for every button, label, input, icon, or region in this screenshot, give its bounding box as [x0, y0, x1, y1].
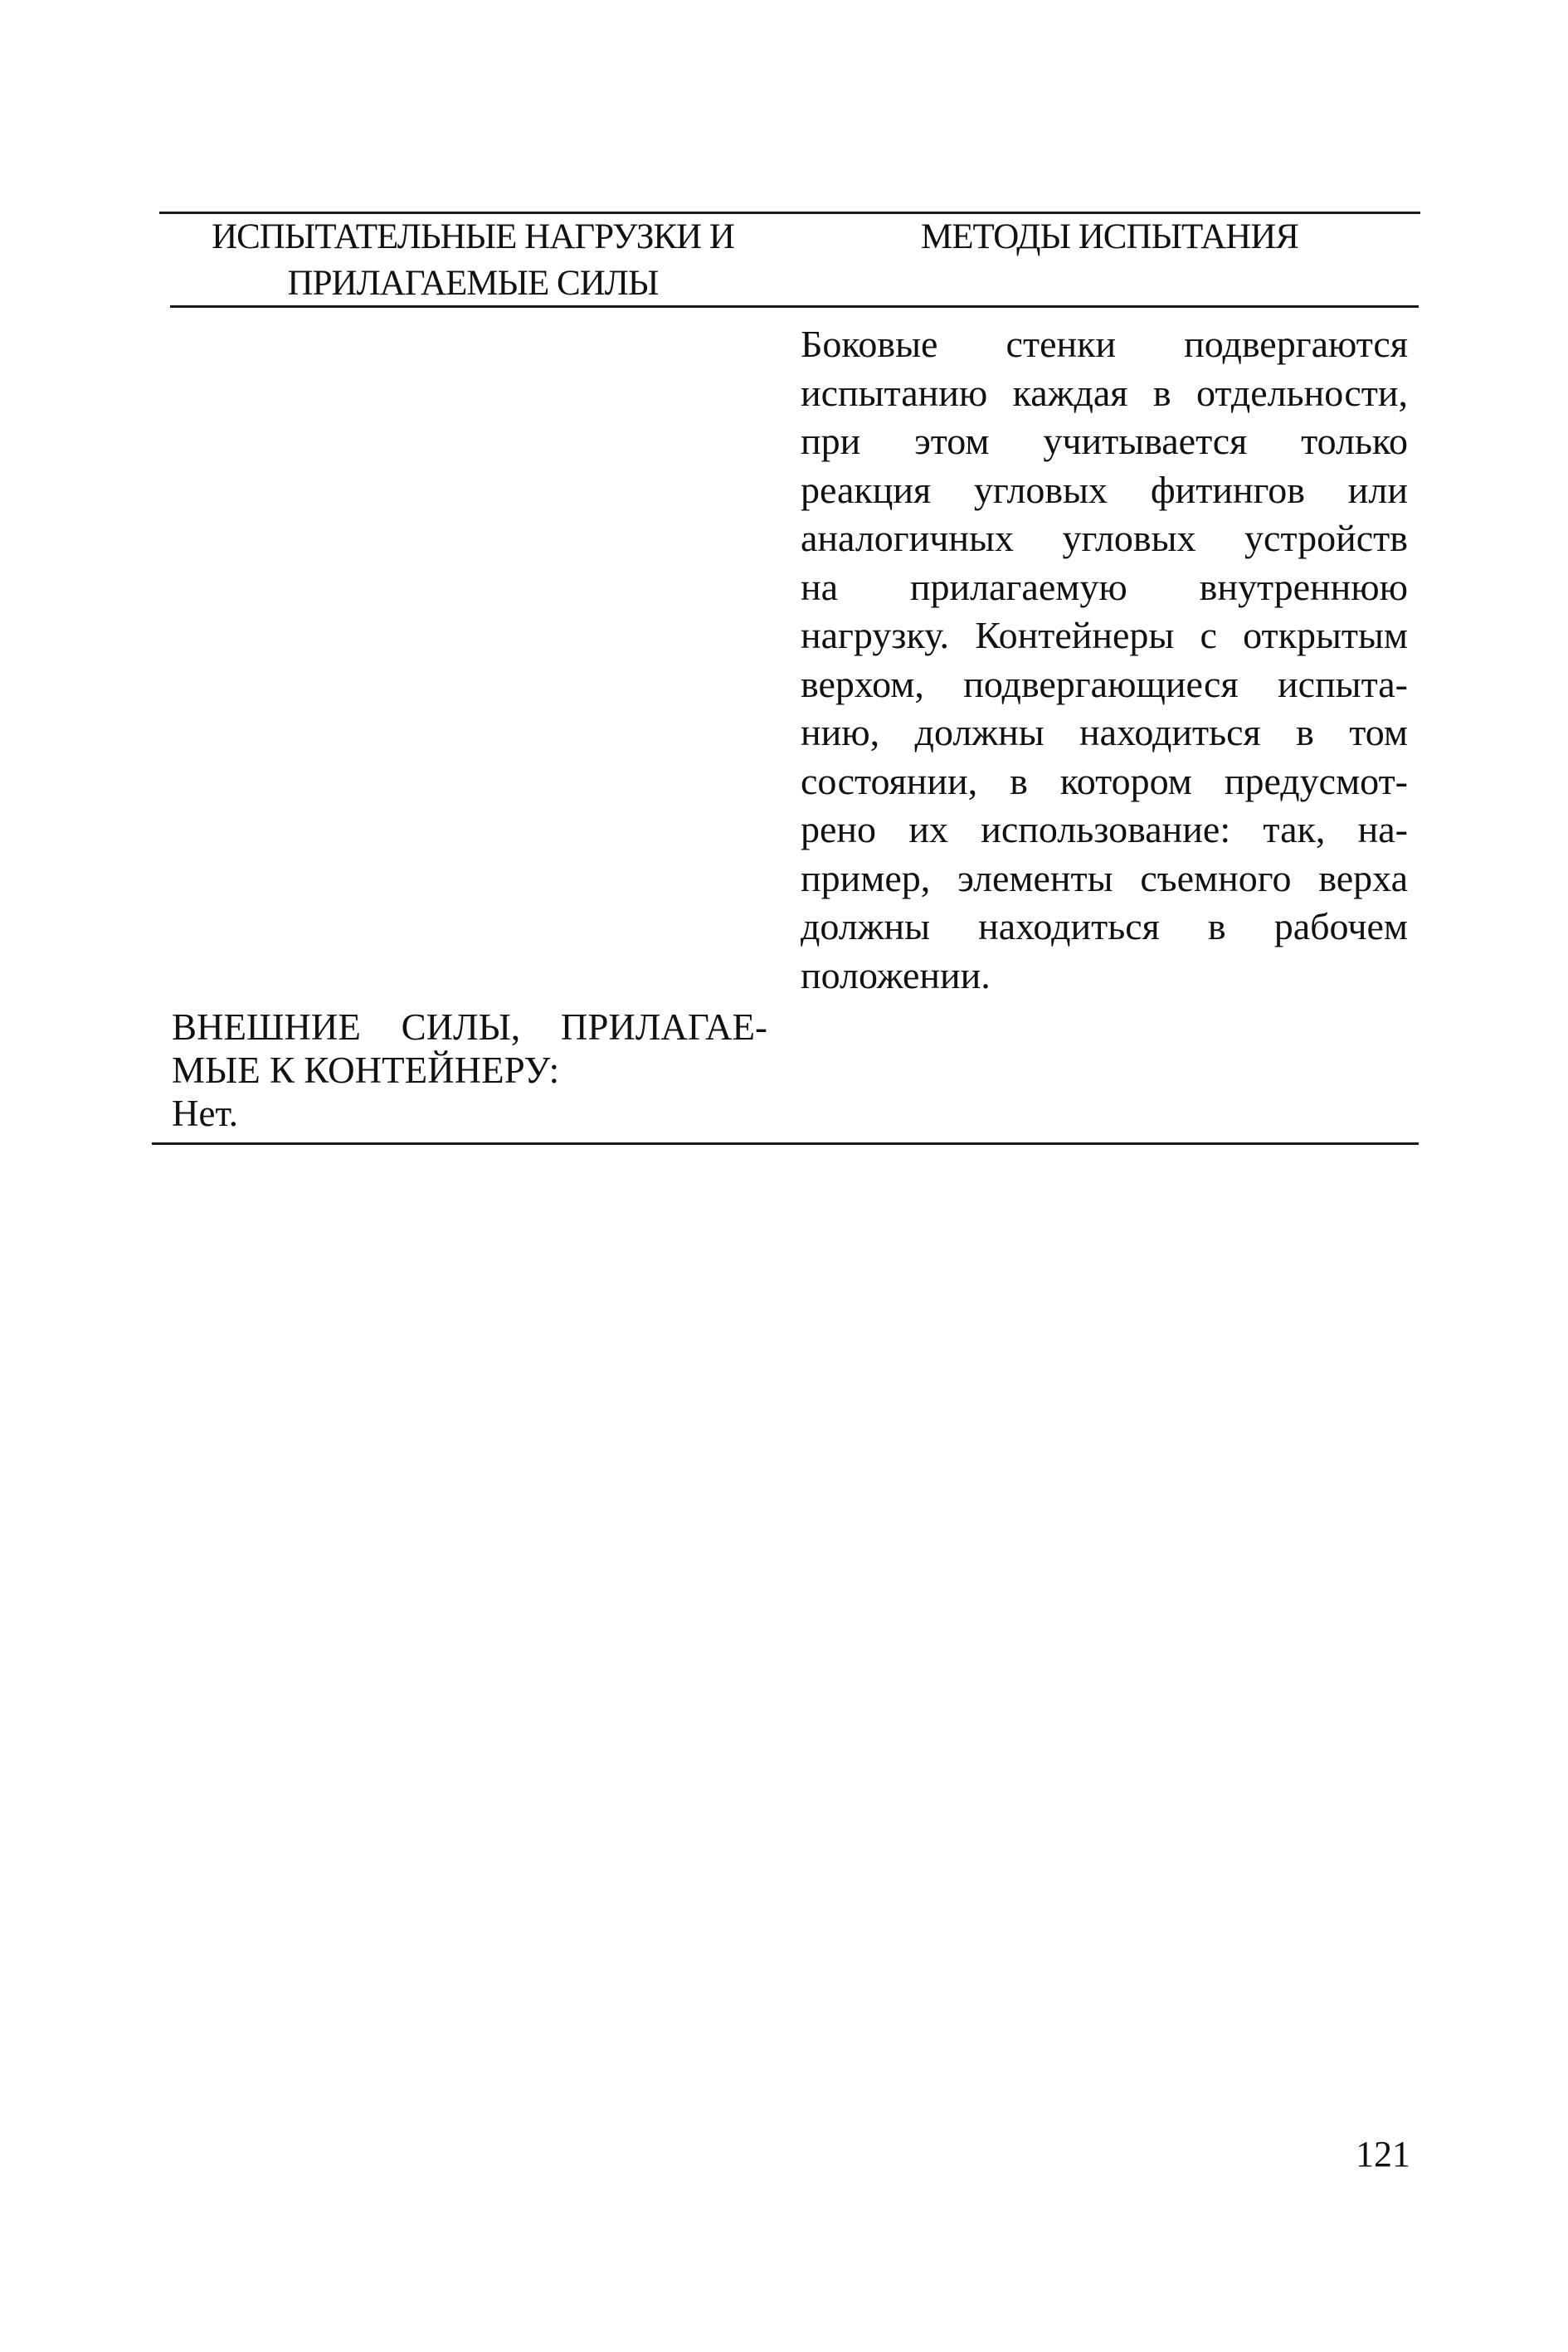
method-line: рено их использование: так, на-: [801, 808, 1408, 850]
method-line: положении.: [801, 953, 991, 996]
method-line: верхом, подвергающиеся испыта-: [801, 662, 1408, 705]
method-line: Боковые стенки подвергаются: [801, 323, 1408, 365]
column-header-methods: МЕТОДЫ ИСПЫТАНИЯ: [921, 217, 1298, 256]
method-line: нагрузку. Контейнеры с открытым: [801, 614, 1408, 656]
external-forces-value: Нет.: [172, 1093, 239, 1134]
table-header-rule: [170, 305, 1419, 308]
method-line: нию, должны находиться в том: [801, 711, 1408, 753]
external-forces-label-line2: МЫЕ К КОНТЕЙНЕРУ:: [172, 1049, 560, 1091]
page-number: 121: [1356, 2134, 1410, 2174]
external-forces-cell: [172, 1006, 767, 1135]
method-line: реакция угловых фитингов или: [801, 468, 1408, 511]
test-method-description: [801, 320, 1408, 1000]
column-header-loads: ИСПЫТАТЕЛЬНЫЕ НАГРУЗКИ И ПРИЛАГАЕМЫЕ СИЛЫ: [212, 217, 734, 303]
method-line: на прилагаемую внутреннюю: [801, 565, 1408, 608]
external-forces-label-line1: ВНЕШНИЕ СИЛЫ, ПРИЛАГАЕ-: [172, 1006, 767, 1048]
method-line: должны находиться в рабочем: [801, 905, 1408, 947]
method-line: состоянии, в котором предусмот-: [801, 759, 1408, 802]
method-line: испытанию каждая в отдельности,: [801, 371, 1408, 414]
method-line: аналогичных угловых устройств: [801, 517, 1408, 559]
table-bottom-rule: [152, 1142, 1419, 1145]
method-line: пример, элементы съемного верха: [801, 856, 1408, 899]
method-line: при этом учитывается только: [801, 420, 1408, 462]
